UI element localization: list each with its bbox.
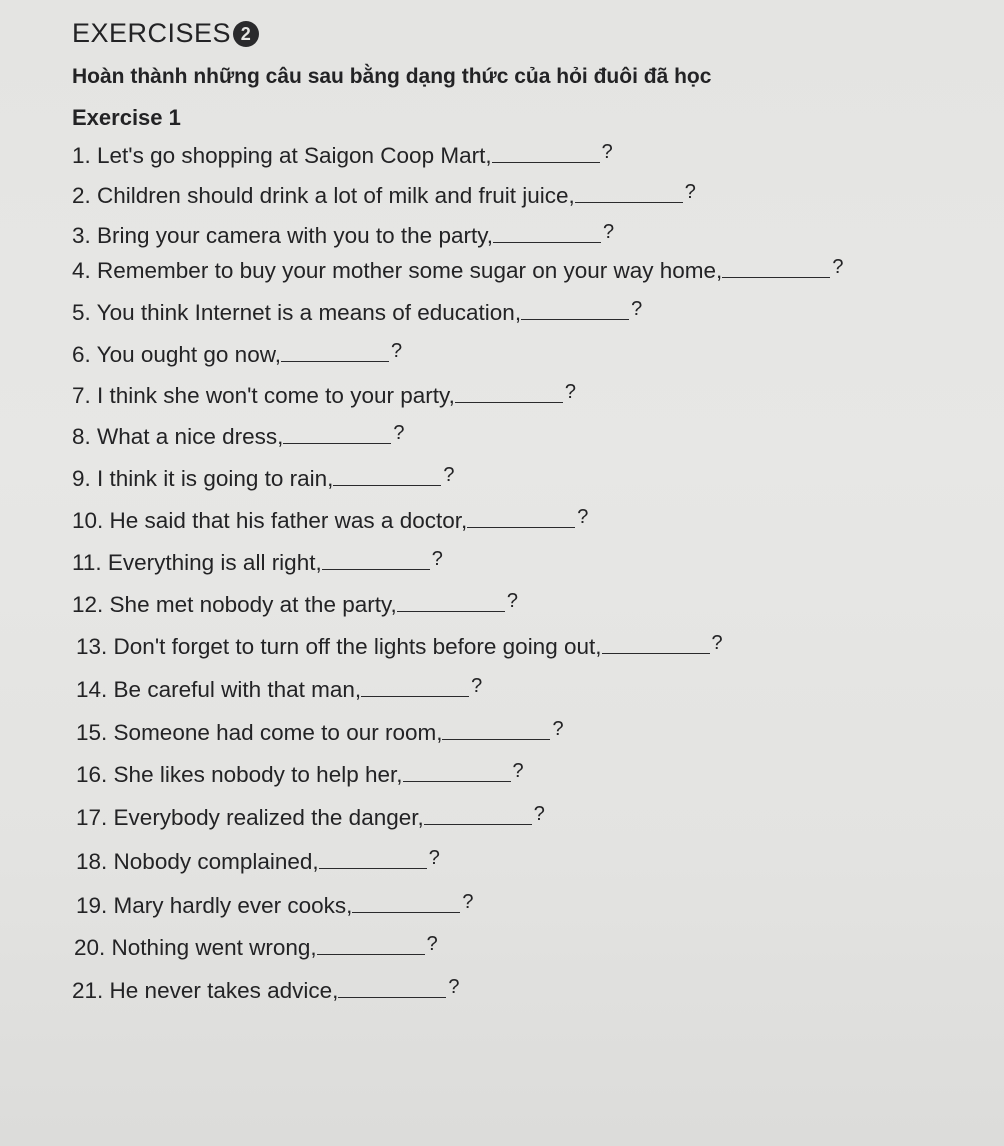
question-mark: ? (711, 632, 723, 654)
question-text: She likes nobody to help her, (113, 762, 403, 787)
question-number: 16. (76, 762, 108, 787)
question-number: 2. (72, 183, 91, 208)
question-item (72, 383, 576, 409)
question-mark: ? (512, 760, 524, 782)
question-mark: ? (603, 221, 615, 243)
answer-blank[interactable] (722, 259, 830, 278)
question-mark: ? (564, 381, 576, 403)
question-mark: ? (462, 891, 474, 913)
question-text: Don't forget to turn off the lights before going out, (113, 634, 602, 659)
question-text: He said that his father was a doctor, (109, 508, 468, 533)
question-text: I think it is going to rain, (97, 466, 334, 491)
question-number: 19. (76, 893, 108, 918)
question-item (72, 424, 404, 450)
question-number: 8. (72, 424, 91, 449)
question-item (72, 592, 518, 618)
exercise-title: Exercise 1 (72, 105, 181, 130)
question-text: He never takes advice, (109, 978, 339, 1003)
question-item (72, 550, 443, 576)
question-item (72, 300, 642, 326)
question-text: Someone had come to our room, (113, 720, 443, 745)
question-text: Mary hardly ever cooks, (113, 893, 353, 918)
answer-blank[interactable] (493, 224, 601, 243)
answer-blank[interactable] (424, 806, 532, 825)
answer-blank[interactable] (352, 894, 460, 913)
answer-blank[interactable] (467, 509, 575, 528)
answer-blank[interactable] (317, 936, 425, 955)
question-item (72, 223, 614, 249)
question-item (76, 677, 482, 703)
question-item (76, 805, 545, 831)
question-number: 14. (76, 677, 108, 702)
question-number: 12. (72, 592, 104, 617)
question-text: Let's go shopping at Saigon Coop Mart, (97, 143, 492, 168)
question-text: She met nobody at the party, (109, 592, 397, 617)
question-text: Nobody complained, (113, 849, 319, 874)
answer-blank[interactable] (319, 850, 427, 869)
section-number-badge: 2 (233, 21, 259, 47)
question-item (72, 342, 402, 368)
question-number: 21. (72, 978, 104, 1003)
answer-blank[interactable] (281, 343, 389, 362)
instruction-text: Hoàn thành những câu sau bằng dạng thức của hỏi đuôi đã học (72, 65, 712, 88)
answer-blank[interactable] (575, 184, 683, 203)
question-number: 13. (76, 634, 108, 659)
question-text: Be careful with that man, (113, 677, 362, 702)
question-mark: ? (428, 847, 440, 869)
question-number: 4. (72, 258, 91, 283)
answer-blank[interactable] (397, 593, 505, 612)
answer-blank[interactable] (333, 467, 441, 486)
exercises-title: EXERCISES (72, 18, 232, 48)
question-mark: ? (533, 803, 545, 825)
question-item (76, 849, 440, 875)
answer-blank[interactable] (455, 384, 563, 403)
question-text: Everybody realized the danger, (113, 805, 424, 830)
answer-blank[interactable] (338, 979, 446, 998)
question-mark: ? (506, 590, 518, 612)
question-number: 17. (76, 805, 108, 830)
answer-blank[interactable] (492, 144, 600, 163)
question-item (76, 720, 564, 746)
question-text: Children should drink a lot of milk and fruit juice, (97, 183, 575, 208)
question-text: Nothing went wrong, (111, 935, 317, 960)
question-mark: ? (393, 422, 405, 444)
exercises-heading (72, 18, 259, 49)
answer-blank[interactable] (442, 721, 550, 740)
question-item (76, 634, 723, 660)
question-text: Bring your camera with you to the party, (97, 223, 494, 248)
question-number: 1. (72, 143, 91, 168)
question-mark: ? (832, 256, 844, 278)
question-item (72, 466, 455, 492)
question-number: 20. (74, 935, 106, 960)
question-number: 18. (76, 849, 108, 874)
question-item (76, 893, 474, 919)
answer-blank[interactable] (403, 763, 511, 782)
question-number: 5. (72, 300, 91, 325)
question-item (72, 508, 588, 534)
question-item (76, 762, 524, 788)
answer-blank[interactable] (322, 551, 430, 570)
question-mark: ? (684, 181, 696, 203)
question-mark: ? (471, 675, 483, 697)
question-number: 15. (76, 720, 108, 745)
answer-blank[interactable] (361, 678, 469, 697)
question-item (74, 935, 438, 961)
question-item (72, 143, 613, 169)
question-item (72, 258, 843, 284)
question-number: 10. (72, 508, 104, 533)
question-mark: ? (601, 141, 613, 163)
answer-blank[interactable] (521, 301, 629, 320)
question-item (72, 183, 696, 209)
question-mark: ? (390, 340, 403, 362)
question-number: 7. (72, 383, 91, 408)
question-text: I think she won't come to your party, (97, 383, 455, 408)
question-mark: ? (431, 548, 443, 570)
question-mark: ? (443, 464, 455, 486)
question-text: Everything is all right, (107, 550, 322, 575)
question-number: 9. (72, 466, 91, 491)
question-mark: ? (631, 298, 643, 320)
question-mark: ? (552, 718, 564, 740)
question-mark: ? (448, 976, 460, 998)
question-number: 11. (72, 550, 102, 575)
question-text: Remember to buy your mother some sugar on your way home, (97, 258, 723, 283)
question-mark: ? (426, 933, 438, 955)
question-item (72, 978, 460, 1004)
question-text: You think Internet is a means of education, (96, 300, 522, 325)
question-text: You ought go now, (96, 342, 281, 367)
question-mark: ? (577, 506, 589, 528)
answer-blank[interactable] (602, 635, 710, 654)
answer-blank[interactable] (283, 425, 391, 444)
question-text: What a nice dress, (97, 424, 284, 449)
question-number: 6. (72, 342, 91, 367)
question-number: 3. (72, 223, 91, 248)
